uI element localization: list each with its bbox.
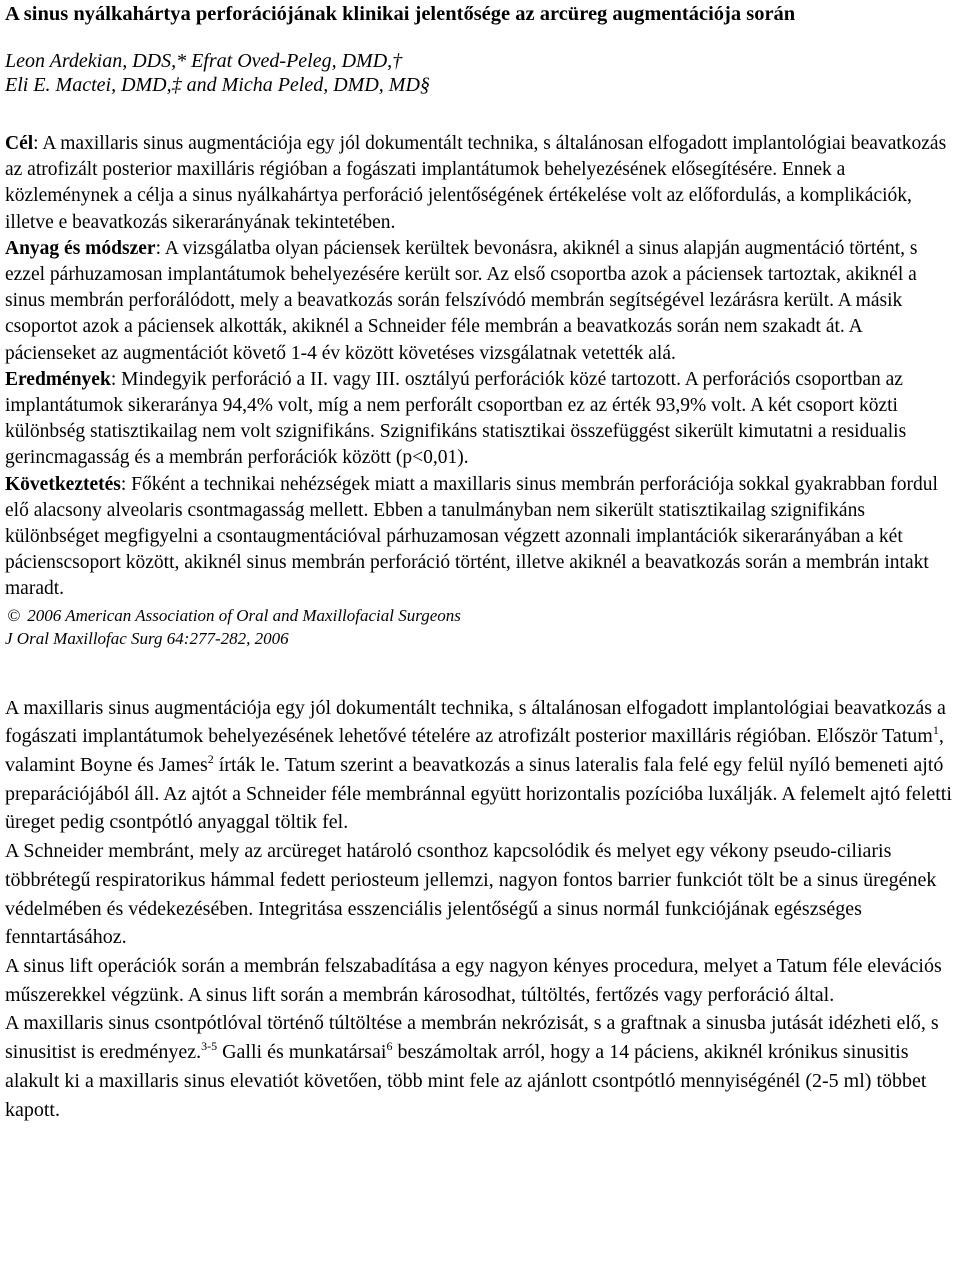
reference-6: 6 xyxy=(386,1039,393,1054)
abstract-results xyxy=(5,367,957,472)
abstract xyxy=(5,131,957,651)
article-title: A sinus nyálkahártya perforációjának klinikai jelentősége az arcüreg augmentációja során xyxy=(5,3,796,25)
reference-1: 1 xyxy=(932,723,939,738)
body-paragraph-2: A Schneider membránt, mely az arcüreget határoló csonthoz kapcsolódik és melyet egy vékony pseudo-ciliaris többrétegű respiratorikus hámmal fedett periosteum jellemzi, nagyon fontos barrier funkciót tölt be a sinus üregének védelmében és védekezésében. Integritása esszenciális jelentőségű a sinus normál funkciójának egészséges fenntartásához. xyxy=(5,840,937,949)
body-p4-text-b: Galli és munkatársai xyxy=(217,1041,387,1064)
body-p4-text-a: A maxillaris sinus csontpótlóval történő túltöltése a membrán nekrózisát, s a graftnak a sinusba jutását idézheti elő, s sinusitist is eredményez. xyxy=(5,1012,939,1064)
reference-3-5: 3-5 xyxy=(201,1039,218,1054)
article-page xyxy=(5,0,957,1124)
conclusion-text: : Főként a technikai nehézségek miatt a maxillaris sinus membrán perforációja sokkal gyakrabban fordul elő alacsony alveolaris csontmagasság mellett. Ebben a tanulmányban nem sikerült statisztikailag szignifikáns különbséget megfigyelni a csontaugmentációval párhuzamosan végzett azonnali implantációk sikerarányában a két pácienscsoport között, akiknél sinus membrán perforáció történt, illetve akiknél a beavatkozás során a membrán intakt maradt. xyxy=(5,473,938,600)
conclusion-label: Következtetés xyxy=(5,473,121,495)
article-body xyxy=(5,694,957,1125)
author-line-2: Eli E. Mactei, DMD,‡ and Micha Peled, DMD, MD§ xyxy=(5,74,430,96)
copyright-symbol: © xyxy=(7,605,21,625)
objective-label: Cél xyxy=(5,133,34,154)
body-p1-text-b: , valamint Boyne és James xyxy=(5,725,944,777)
body-paragraph-1 xyxy=(5,694,957,838)
results-label: Eredmények xyxy=(5,368,111,390)
author-list xyxy=(5,49,957,97)
body-paragraph-3: A sinus lift operációk során a membrán felszabadítása a egy nagyon kényes procedura, melyet a Tatum féle elevációs műszerekkel végzünk. A sinus lift során a membrán károsodhat, túltöltés, fertőzés vagy perforáció által. xyxy=(5,954,942,1006)
copyright-text: 2006 American Association of Oral and Maxillofacial Surgeons xyxy=(23,605,461,625)
body-p1-text-c: írták le. Tatum szerint a beavatkozás a sinus lateralis fala felé egy felül nyíló bemeneti ajtó preparációjából áll. Az ajtót a Schneider féle membránnal együtt horizontalis pozícióba luxálják. A felemelt ajtó feletti üreget pedig csontpótló anyaggal töltik fel. xyxy=(5,754,952,834)
abstract-methods xyxy=(5,236,957,367)
methods-label: Anyag és módszer xyxy=(5,237,156,259)
reference-2: 2 xyxy=(207,752,214,767)
author-line-1: Leon Ardekian, DDS,* Efrat Oved-Peleg, DMD,† xyxy=(5,50,403,72)
body-paragraph-4 xyxy=(5,1009,957,1124)
abstract-conclusion xyxy=(5,472,957,603)
body-p4-text-c: beszámoltak arról, hogy a 14 páciens, akiknél krónikus sinusitis alakult ki a maxillaris sinus elevatiót követően, több mint fele az ajánlott csontpótló mennyiségénél (2-5 ml) többet kapott. xyxy=(5,1041,927,1121)
abstract-objective xyxy=(5,131,957,236)
body-p1-text-a: A maxillaris sinus augmentációja egy jól dokumentált technika, s általánosan elfogadott implantológiai beavatkozás a fogászati implantátumok behelyezésének lehetővé tételére az atrofizált posterior maxilláris régióban. Először Tatum xyxy=(5,696,946,748)
copyright-notice xyxy=(5,605,957,627)
journal-citation: J Oral Maxillofac Surg 64:277-282, 2006 xyxy=(5,628,289,648)
results-text: : Mindegyik perforáció a II. vagy III. osztályú perforációk közé tartozott. A perforációs csoportban az implantátumok sikeraránya 94,4% volt, míg a nem perforált csoportban ez az érték 93,9% volt. A két csoport közti különbség statisztikailag nem volt szignifikáns. Szignifikáns statisztikai összefüggést sikerült kimutatni a residualis gerincmagasság és a membrán perforációk között (p<0,01). xyxy=(5,368,907,469)
objective-text: : A maxillaris sinus augmentációja egy jól dokumentált technika, s általánosan elfogadott implantológiai beavatkozás az atrofizált posterior maxilláris régióban a fogászati implantátumok behelyezésének elősegítésére. Ennek a közleménynek a célja a sinus nyálkahártya perforáció jelentőségének értékelése volt az előfordulás, a komplikációk, illetve e beavatkozás sikerarányának tekintetében. xyxy=(5,133,947,233)
methods-text: : A vizsgálatba olyan páciensek kerültek bevonásra, akiknél a sinus alapján augmentáció történt, s ezzel párhuzamosan implantátumok behelyezésére került sor. Az első csoportba azok a páciensek tartoztak, akiknél a sinus membrán perforálódott, mely a beavatkozás során felszívódó membrán segítségével lezárásra került. A másik csoportot azok a páciensek alkották, akiknél a Schneider féle membrán a beavatkozás során nem szakadt át. A pácienseket az augmentációt követő 1-4 év között követéses vizsgálatnak vetették alá. xyxy=(5,237,918,364)
